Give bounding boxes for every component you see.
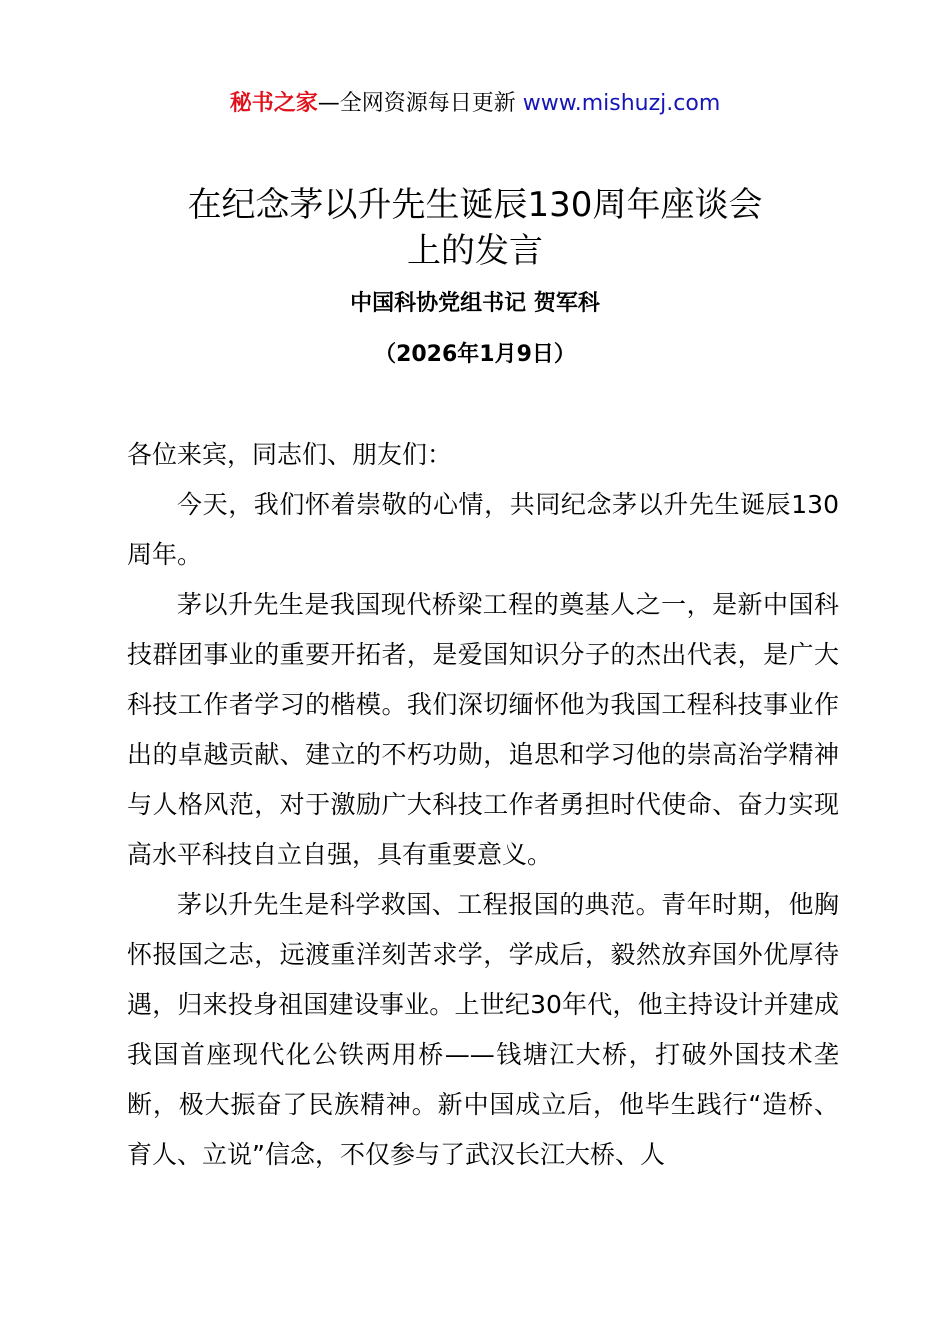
site-header — [0, 88, 950, 120]
site-tagline: —全网资源每日更新 — [317, 91, 523, 116]
paragraph: 茅以升先生是我国现代桥梁工程的奠基人之一，是新中国科技群团事业的重要开拓者，是爱国知识分子的杰出代表，是广大科技工作者学习的楷模。我们深切缅怀他为我国工程科技事业作出的卓越贡献、建立的不朽功勋，追思和学习他的崇高治学精神与人格风范，对于激励广大科技工作者勇担时代使命、奋力实现高水平科技自立自强，具有重要意义。 — [127, 590, 839, 869]
document-date: （2026年1月9日） — [374, 342, 576, 367]
document-title — [0, 182, 950, 274]
document-body — [127, 430, 839, 1180]
paragraph: 今天，我们怀着崇敬的心情，共同纪念茅以升先生诞辰130周年。 — [127, 490, 839, 569]
site-brand: 秘书之家 — [229, 91, 318, 116]
paragraph: 茅以升先生是科学救国、工程报国的典范。青年时期，他胸怀报国之志，远渡重洋刻苦求学，学成后，毅然放弃国外优厚待遇，归来投身祖国建设事业。上世纪30年代，他主持设计并建成我国首座现代化公铁两用桥——钱塘江大桥，打破外国技术垄断，极大振奋了民族精神。新中国成立后，他毕生践行“造桥、育人、立说”信念，不仅参与了武汉长江大桥、人 — [127, 890, 839, 1169]
title-line-2: 上的发言 — [407, 231, 543, 271]
document-author: 中国科协党组书记 贺军科 — [350, 291, 600, 316]
title-line-1: 在纪念茅以升先生诞辰130周年座谈会 — [187, 185, 763, 225]
site-url-link[interactable]: www.mishuzj.com — [522, 91, 721, 116]
salutation: 各位来宾，同志们、朋友们： — [127, 440, 453, 469]
